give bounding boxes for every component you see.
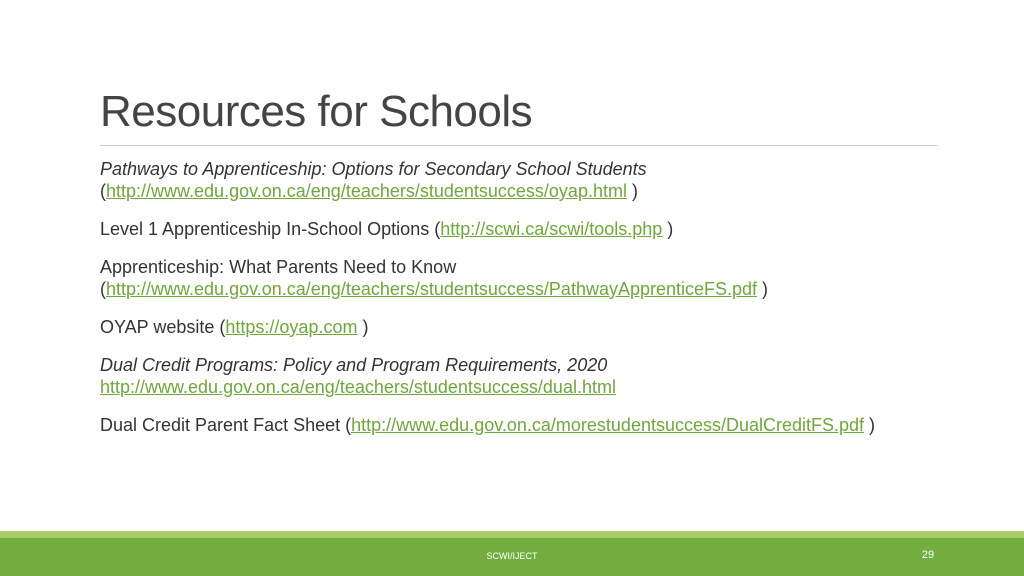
resource-link-dual-credit-fs[interactable]: http://www.edu.gov.on.ca/morestudentsuccess/DualCreditFS.pdf [351,415,865,435]
resource-title: Level 1 Apprenticeship In-School Options ( [100,219,441,239]
resource-item-level1 [100,218,1000,240]
resource-item-dual-credit-fs [100,414,1000,436]
footer-stripe [0,531,1024,538]
open-paren: ( [100,279,106,299]
resource-list [100,158,1000,452]
open-paren: ( [100,181,106,201]
resource-item-pathways [100,158,1000,202]
resource-link-line [100,414,1000,436]
close-paren: ) [757,279,769,299]
resource-link-pathway-fs[interactable]: http://www.edu.gov.on.ca/eng/teachers/studentsuccess/PathwayApprenticeFS.pdf [106,279,758,299]
resource-title: Pathways to Apprenticeship: Options for Secondary School Students [100,159,647,179]
resource-link-line [100,180,1000,202]
resource-link-line [100,376,1000,398]
resource-item-parents [100,256,1000,300]
footer-label: SCWI/IJECT [486,551,538,561]
resource-item-dual-credit [100,354,1000,398]
title-divider [100,145,938,146]
resource-item-oyap [100,316,1000,338]
page-number: 29 [921,549,935,561]
resource-title: Apprenticeship: What Parents Need to Know [100,257,457,277]
close-paren: ) [357,317,369,337]
resource-title: Dual Credit Parent Fact Sheet ( [100,415,352,435]
close-paren: ) [626,181,638,201]
resource-link-oyap-website[interactable]: https://oyap.com [225,317,358,337]
close-paren: ) [662,219,674,239]
resource-link-dual-credit[interactable]: http://www.edu.gov.on.ca/eng/teachers/studentsuccess/dual.html [100,377,616,397]
resource-link-oyap-page[interactable]: http://www.edu.gov.on.ca/eng/teachers/studentsuccess/oyap.html [106,181,627,201]
resource-title: Dual Credit Programs: Policy and Program Requirements, 2020 [100,355,608,375]
resource-title: OYAP website ( [100,317,226,337]
resource-link-line [100,218,1000,240]
resource-link-line [100,316,1000,338]
resource-link-line [100,278,1000,300]
resource-link-scwi-tools[interactable]: http://scwi.ca/scwi/tools.php [440,219,663,239]
page-title: Resources for Schools [100,87,533,136]
close-paren: ) [864,415,876,435]
